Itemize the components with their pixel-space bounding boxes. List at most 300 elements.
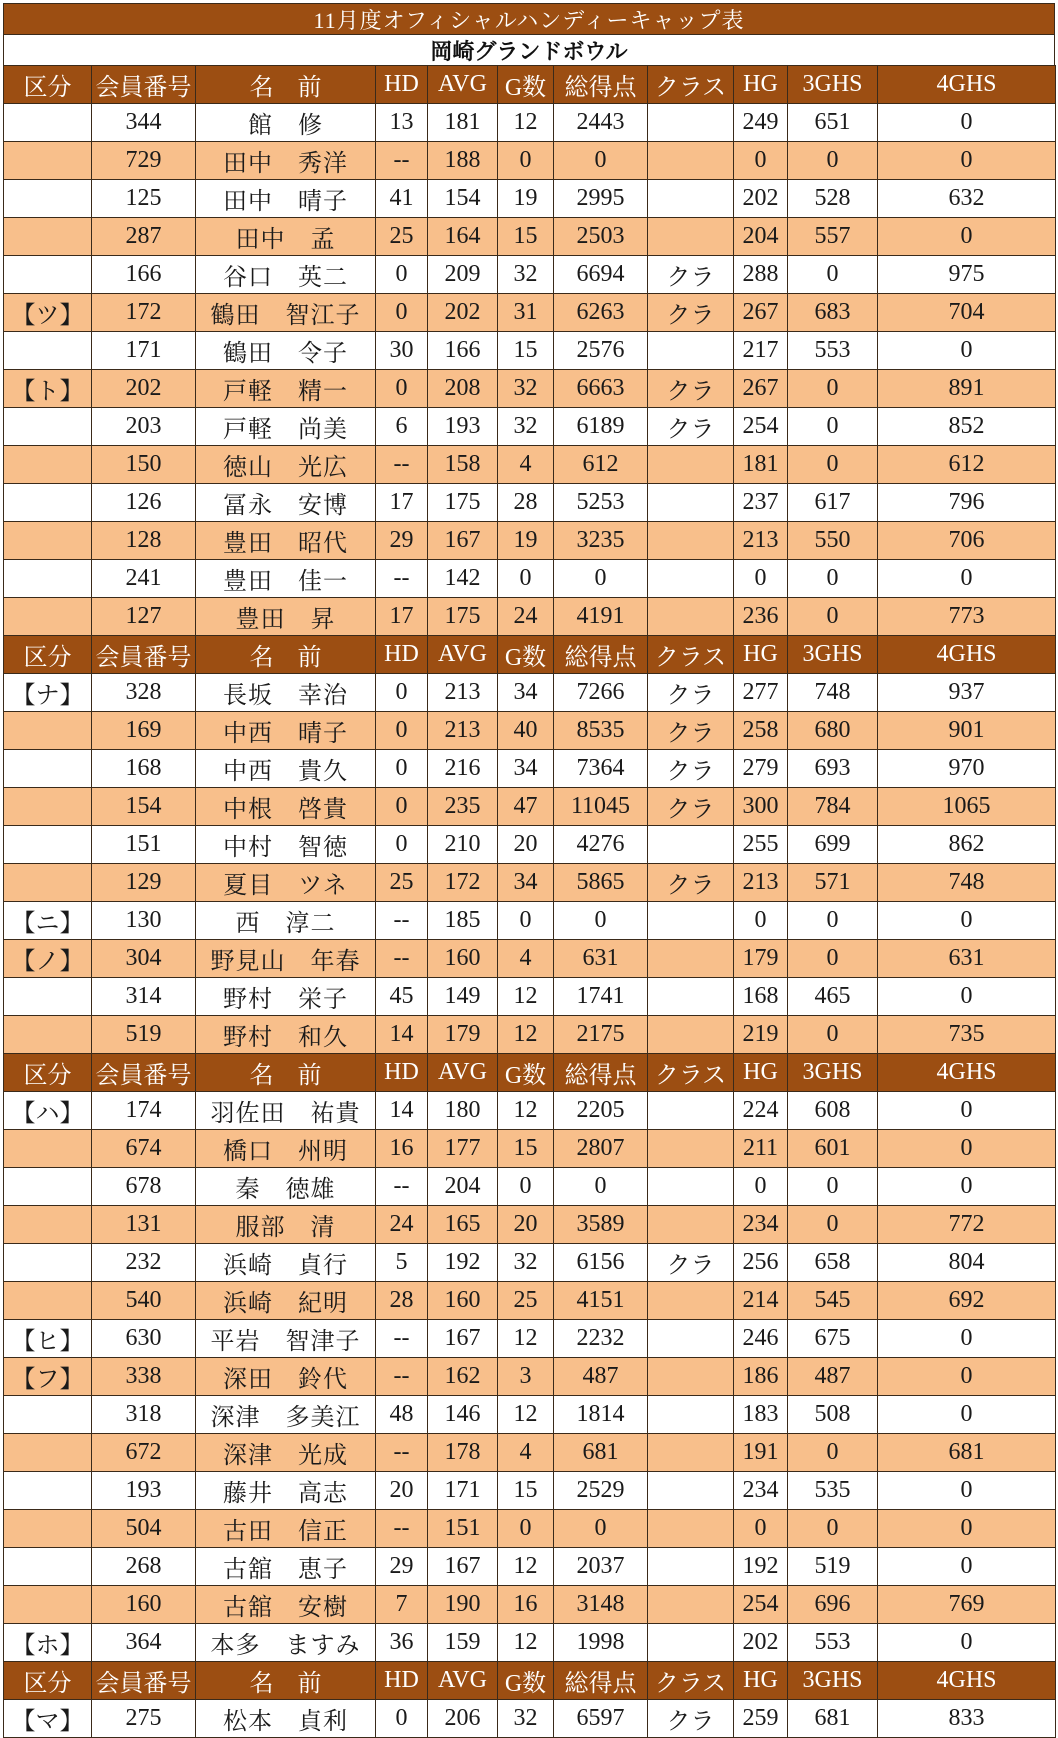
hd-cell: 0 [376, 256, 428, 294]
kubun-cell [4, 750, 92, 788]
4ghs-cell: 833 [878, 1700, 1056, 1738]
kubun-cell [4, 446, 92, 484]
hg-cell: 219 [734, 1016, 788, 1054]
hg-cell: 213 [734, 522, 788, 560]
4ghs-cell: 0 [878, 1168, 1056, 1206]
class-cell [648, 484, 734, 522]
games-cell: 12 [498, 1092, 554, 1130]
member-id-cell: 202 [92, 370, 196, 408]
hg-cell: 204 [734, 218, 788, 256]
kubun-cell [4, 1396, 92, 1434]
table-row [4, 598, 1056, 636]
class-cell [648, 1624, 734, 1662]
kubun-cell [4, 484, 92, 522]
games-cell: 16 [498, 1586, 554, 1624]
total-score-cell: 1998 [554, 1624, 648, 1662]
4ghs-cell: 692 [878, 1282, 1056, 1320]
member-id-cell: 150 [92, 446, 196, 484]
member-id-cell: 674 [92, 1130, 196, 1168]
member-name-cell: 田中 晴子 [196, 180, 376, 218]
kubun-cell [4, 1130, 92, 1168]
col-header-hg: HG [734, 1662, 788, 1700]
kubun-cell [4, 408, 92, 446]
member-name-cell: 平岩 智津子 [196, 1320, 376, 1358]
kubun-cell: 【ナ】 [4, 674, 92, 712]
total-score-cell: 6663 [554, 370, 648, 408]
avg-cell: 204 [428, 1168, 498, 1206]
3ghs-cell: 0 [788, 1016, 878, 1054]
avg-cell: 208 [428, 370, 498, 408]
class-cell: クラ [648, 408, 734, 446]
member-id-cell: 203 [92, 408, 196, 446]
table-row [4, 408, 1056, 446]
avg-cell: 167 [428, 1548, 498, 1586]
3ghs-cell: 0 [788, 370, 878, 408]
kubun-cell [4, 560, 92, 598]
4ghs-cell: 631 [878, 940, 1056, 978]
hg-cell: 183 [734, 1396, 788, 1434]
games-cell: 0 [498, 142, 554, 180]
4ghs-cell: 681 [878, 1434, 1056, 1472]
3ghs-cell: 748 [788, 674, 878, 712]
3ghs-cell: 487 [788, 1358, 878, 1396]
col-header-avg: AVG [428, 636, 498, 674]
hd-cell: 0 [376, 750, 428, 788]
member-name-cell: 服部 清 [196, 1206, 376, 1244]
hd-cell: 17 [376, 598, 428, 636]
avg-cell: 190 [428, 1586, 498, 1624]
class-cell [648, 1320, 734, 1358]
table-row [4, 446, 1056, 484]
games-cell: 4 [498, 446, 554, 484]
total-score-cell: 11045 [554, 788, 648, 826]
kubun-cell: 【マ】 [4, 1700, 92, 1738]
games-cell: 12 [498, 1624, 554, 1662]
member-name-cell: 豊田 昭代 [196, 522, 376, 560]
class-cell [648, 1016, 734, 1054]
games-cell: 12 [498, 1320, 554, 1358]
class-cell [648, 978, 734, 1016]
kubun-cell [4, 104, 92, 142]
member-id-cell: 328 [92, 674, 196, 712]
3ghs-cell: 465 [788, 978, 878, 1016]
hd-cell: 30 [376, 332, 428, 370]
4ghs-cell: 632 [878, 180, 1056, 218]
member-name-cell: 松本 貞利 [196, 1700, 376, 1738]
table-row [4, 1244, 1056, 1282]
column-header-row [4, 66, 1056, 104]
handicap-table [3, 65, 1056, 1738]
member-name-cell: 鶴田 令子 [196, 332, 376, 370]
class-cell [648, 1168, 734, 1206]
class-cell: クラ [648, 674, 734, 712]
class-cell [648, 104, 734, 142]
member-id-cell: 304 [92, 940, 196, 978]
member-id-cell: 193 [92, 1472, 196, 1510]
member-name-cell: 田中 秀洋 [196, 142, 376, 180]
avg-cell: 185 [428, 902, 498, 940]
member-id-cell: 172 [92, 294, 196, 332]
total-score-cell: 4276 [554, 826, 648, 864]
member-id-cell: 126 [92, 484, 196, 522]
class-cell [648, 1510, 734, 1548]
3ghs-cell: 0 [788, 142, 878, 180]
col-header-name: 名 前 [196, 636, 376, 674]
member-id-cell: 174 [92, 1092, 196, 1130]
col-header-class: クラス [648, 636, 734, 674]
hg-cell: 237 [734, 484, 788, 522]
table-row [4, 1624, 1056, 1662]
member-id-cell: 151 [92, 826, 196, 864]
games-cell: 12 [498, 1016, 554, 1054]
3ghs-cell: 693 [788, 750, 878, 788]
4ghs-cell: 0 [878, 142, 1056, 180]
total-score-cell: 6694 [554, 256, 648, 294]
4ghs-cell: 748 [878, 864, 1056, 902]
4ghs-cell: 0 [878, 218, 1056, 256]
avg-cell: 210 [428, 826, 498, 864]
3ghs-cell: 784 [788, 788, 878, 826]
hg-cell: 202 [734, 1624, 788, 1662]
4ghs-cell: 612 [878, 446, 1056, 484]
table-row [4, 1586, 1056, 1624]
avg-cell: 175 [428, 598, 498, 636]
hd-cell: 41 [376, 180, 428, 218]
col-header-4ghs: 4GHS [878, 66, 1056, 104]
table-row [4, 1358, 1056, 1396]
3ghs-cell: 617 [788, 484, 878, 522]
col-header-4ghs: 4GHS [878, 1662, 1056, 1700]
total-score-cell: 6156 [554, 1244, 648, 1282]
games-cell: 40 [498, 712, 554, 750]
col-header-4ghs: 4GHS [878, 1054, 1056, 1092]
total-score-cell: 3235 [554, 522, 648, 560]
3ghs-cell: 0 [788, 1434, 878, 1472]
avg-cell: 213 [428, 674, 498, 712]
table-row [4, 750, 1056, 788]
class-cell [648, 1358, 734, 1396]
hg-cell: 258 [734, 712, 788, 750]
total-score-cell: 2443 [554, 104, 648, 142]
member-id-cell: 540 [92, 1282, 196, 1320]
class-cell [648, 1396, 734, 1434]
total-score-cell: 0 [554, 1510, 648, 1548]
games-cell: 20 [498, 1206, 554, 1244]
avg-cell: 166 [428, 332, 498, 370]
4ghs-cell: 0 [878, 332, 1056, 370]
total-score-cell: 6263 [554, 294, 648, 332]
hd-cell: 25 [376, 864, 428, 902]
table-row [4, 674, 1056, 712]
table-row [4, 1092, 1056, 1130]
total-score-cell: 612 [554, 446, 648, 484]
3ghs-cell: 0 [788, 598, 878, 636]
class-cell [648, 522, 734, 560]
table-row [4, 1168, 1056, 1206]
table-row [4, 788, 1056, 826]
class-cell [648, 1206, 734, 1244]
class-cell [648, 1130, 734, 1168]
kubun-cell [4, 1510, 92, 1548]
kubun-cell [4, 256, 92, 294]
hd-cell: -- [376, 560, 428, 598]
hd-cell: -- [376, 142, 428, 180]
3ghs-cell: 508 [788, 1396, 878, 1434]
avg-cell: 181 [428, 104, 498, 142]
4ghs-cell: 804 [878, 1244, 1056, 1282]
class-cell: クラ [648, 256, 734, 294]
class-cell [648, 560, 734, 598]
table-row [4, 1130, 1056, 1168]
hg-cell: 0 [734, 902, 788, 940]
kubun-cell: 【ノ】 [4, 940, 92, 978]
avg-cell: 151 [428, 1510, 498, 1548]
kubun-cell [4, 1472, 92, 1510]
4ghs-cell: 901 [878, 712, 1056, 750]
col-header-kubun: 区分 [4, 66, 92, 104]
4ghs-cell: 706 [878, 522, 1056, 560]
hg-cell: 267 [734, 294, 788, 332]
member-name-cell: 中根 啓貴 [196, 788, 376, 826]
hd-cell: 29 [376, 522, 428, 560]
member-id-cell: 678 [92, 1168, 196, 1206]
member-id-cell: 344 [92, 104, 196, 142]
class-cell [648, 940, 734, 978]
games-cell: 20 [498, 826, 554, 864]
games-cell: 31 [498, 294, 554, 332]
table-row [4, 180, 1056, 218]
hd-cell: -- [376, 1320, 428, 1358]
hg-cell: 254 [734, 1586, 788, 1624]
class-cell [648, 332, 734, 370]
4ghs-cell: 735 [878, 1016, 1056, 1054]
hg-cell: 249 [734, 104, 788, 142]
table-row [4, 104, 1056, 142]
member-id-cell: 232 [92, 1244, 196, 1282]
games-cell: 3 [498, 1358, 554, 1396]
games-cell: 12 [498, 978, 554, 1016]
3ghs-cell: 553 [788, 332, 878, 370]
hd-cell: 14 [376, 1016, 428, 1054]
3ghs-cell: 699 [788, 826, 878, 864]
total-score-cell: 7364 [554, 750, 648, 788]
member-name-cell: 浜崎 紀明 [196, 1282, 376, 1320]
col-header-hg: HG [734, 1054, 788, 1092]
hd-cell: 14 [376, 1092, 428, 1130]
member-name-cell: 深津 多美江 [196, 1396, 376, 1434]
hd-cell: -- [376, 902, 428, 940]
member-id-cell: 630 [92, 1320, 196, 1358]
col-header-name: 名 前 [196, 1054, 376, 1092]
col-header-kubun: 区分 [4, 636, 92, 674]
class-cell: クラ [648, 1700, 734, 1738]
hg-cell: 191 [734, 1434, 788, 1472]
games-cell: 47 [498, 788, 554, 826]
kubun-cell: 【ツ】 [4, 294, 92, 332]
kubun-cell [4, 332, 92, 370]
games-cell: 15 [498, 1130, 554, 1168]
member-name-cell: 谷口 英二 [196, 256, 376, 294]
4ghs-cell: 0 [878, 1320, 1056, 1358]
4ghs-cell: 937 [878, 674, 1056, 712]
hd-cell: 25 [376, 218, 428, 256]
hd-cell: -- [376, 446, 428, 484]
hg-cell: 246 [734, 1320, 788, 1358]
hd-cell: 0 [376, 294, 428, 332]
member-id-cell: 314 [92, 978, 196, 1016]
member-id-cell: 128 [92, 522, 196, 560]
3ghs-cell: 519 [788, 1548, 878, 1586]
games-cell: 24 [498, 598, 554, 636]
class-cell: クラ [648, 294, 734, 332]
hg-cell: 179 [734, 940, 788, 978]
col-header-kubun: 区分 [4, 1054, 92, 1092]
kubun-cell [4, 522, 92, 560]
3ghs-cell: 545 [788, 1282, 878, 1320]
col-header-hg: HG [734, 636, 788, 674]
col-header-games: G数 [498, 66, 554, 104]
avg-cell: 167 [428, 522, 498, 560]
avg-cell: 142 [428, 560, 498, 598]
class-cell: クラ [648, 1244, 734, 1282]
kubun-cell: 【ニ】 [4, 902, 92, 940]
member-id-cell: 268 [92, 1548, 196, 1586]
member-id-cell: 131 [92, 1206, 196, 1244]
member-name-cell: 田中 孟 [196, 218, 376, 256]
games-cell: 15 [498, 218, 554, 256]
table-row [4, 522, 1056, 560]
hd-cell: 17 [376, 484, 428, 522]
class-cell [648, 1434, 734, 1472]
hd-cell: 0 [376, 712, 428, 750]
hd-cell: 20 [376, 1472, 428, 1510]
3ghs-cell: 0 [788, 1206, 878, 1244]
col-header-hd: HD [376, 636, 428, 674]
hg-cell: 186 [734, 1358, 788, 1396]
avg-cell: 235 [428, 788, 498, 826]
hg-cell: 279 [734, 750, 788, 788]
4ghs-cell: 0 [878, 1472, 1056, 1510]
kubun-cell [4, 218, 92, 256]
kubun-cell [4, 180, 92, 218]
4ghs-cell: 769 [878, 1586, 1056, 1624]
hg-cell: 0 [734, 1510, 788, 1548]
col-header-hg: HG [734, 66, 788, 104]
3ghs-cell: 658 [788, 1244, 878, 1282]
games-cell: 12 [498, 1396, 554, 1434]
hg-cell: 224 [734, 1092, 788, 1130]
member-name-cell: 羽佐田 祐貴 [196, 1092, 376, 1130]
4ghs-cell: 704 [878, 294, 1056, 332]
member-id-cell: 338 [92, 1358, 196, 1396]
avg-cell: 172 [428, 864, 498, 902]
member-id-cell: 318 [92, 1396, 196, 1434]
class-cell [648, 218, 734, 256]
class-cell [648, 1282, 734, 1320]
4ghs-cell: 1065 [878, 788, 1056, 826]
table-row [4, 712, 1056, 750]
hg-cell: 0 [734, 142, 788, 180]
avg-cell: 160 [428, 1282, 498, 1320]
3ghs-cell: 0 [788, 408, 878, 446]
col-header-4ghs: 4GHS [878, 636, 1056, 674]
column-header-row [4, 1054, 1056, 1092]
kubun-cell [4, 1548, 92, 1586]
games-cell: 28 [498, 484, 554, 522]
table-row [4, 256, 1056, 294]
avg-cell: 209 [428, 256, 498, 294]
sheet-title: 11月度オフィシャルハンディーキャップ表 [3, 3, 1055, 35]
games-cell: 32 [498, 408, 554, 446]
member-name-cell: 浜崎 貞行 [196, 1244, 376, 1282]
col-header-avg: AVG [428, 1054, 498, 1092]
avg-cell: 179 [428, 1016, 498, 1054]
kubun-cell [4, 864, 92, 902]
class-cell [648, 1092, 734, 1130]
member-name-cell: 夏目 ツネ [196, 864, 376, 902]
col-header-3ghs: 3GHS [788, 1662, 878, 1700]
3ghs-cell: 608 [788, 1092, 878, 1130]
avg-cell: 213 [428, 712, 498, 750]
col-header-member-id: 会員番号 [92, 66, 196, 104]
hd-cell: -- [376, 1434, 428, 1472]
4ghs-cell: 796 [878, 484, 1056, 522]
4ghs-cell: 970 [878, 750, 1056, 788]
4ghs-cell: 0 [878, 104, 1056, 142]
3ghs-cell: 0 [788, 940, 878, 978]
4ghs-cell: 891 [878, 370, 1056, 408]
3ghs-cell: 651 [788, 104, 878, 142]
table-row [4, 294, 1056, 332]
4ghs-cell: 0 [878, 1396, 1056, 1434]
games-cell: 15 [498, 1472, 554, 1510]
table-row [4, 560, 1056, 598]
member-name-cell: 冨永 安博 [196, 484, 376, 522]
col-header-games: G数 [498, 1662, 554, 1700]
col-header-member-id: 会員番号 [92, 1662, 196, 1700]
col-header-hd: HD [376, 1662, 428, 1700]
table-row [4, 218, 1056, 256]
kubun-cell [4, 826, 92, 864]
class-cell [648, 180, 734, 218]
member-name-cell: 長坂 幸治 [196, 674, 376, 712]
hg-cell: 0 [734, 560, 788, 598]
col-header-3ghs: 3GHS [788, 636, 878, 674]
member-id-cell: 168 [92, 750, 196, 788]
3ghs-cell: 535 [788, 1472, 878, 1510]
member-name-cell: 中村 智徳 [196, 826, 376, 864]
table-body [4, 66, 1056, 1738]
avg-cell: 188 [428, 142, 498, 180]
avg-cell: 178 [428, 1434, 498, 1472]
table-row [4, 332, 1056, 370]
table-row [4, 1320, 1056, 1358]
member-name-cell: 豊田 佳一 [196, 560, 376, 598]
hd-cell: 28 [376, 1282, 428, 1320]
table-row [4, 1396, 1056, 1434]
member-id-cell: 166 [92, 256, 196, 294]
hd-cell: 45 [376, 978, 428, 1016]
member-name-cell: 中西 晴子 [196, 712, 376, 750]
col-header-hd: HD [376, 1054, 428, 1092]
avg-cell: 177 [428, 1130, 498, 1168]
member-name-cell: 豊田 昇 [196, 598, 376, 636]
member-id-cell: 729 [92, 142, 196, 180]
kubun-cell [4, 1244, 92, 1282]
games-cell: 12 [498, 104, 554, 142]
total-score-cell: 2807 [554, 1130, 648, 1168]
member-name-cell: 古舘 恵子 [196, 1548, 376, 1586]
